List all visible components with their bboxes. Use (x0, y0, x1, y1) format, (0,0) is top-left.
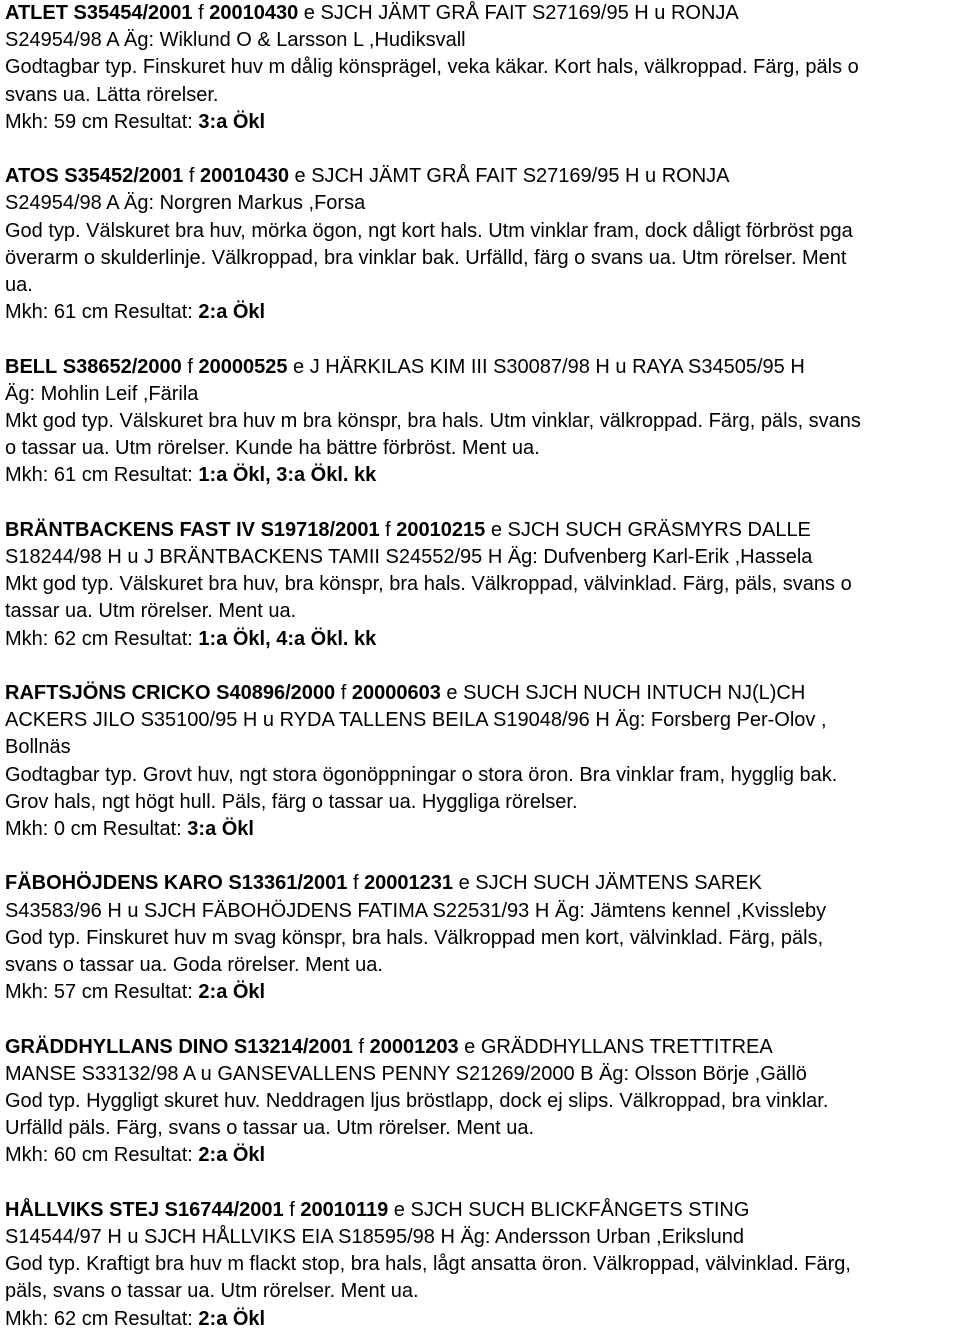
critique-line: o tassar ua. Utm rörelser. Kunde ha bättre förbröst. Ment ua. (5, 437, 540, 460)
result-value: 2:a Ökl (198, 301, 266, 324)
dog-entry (5, 163, 957, 326)
critique-line: ua. (5, 274, 33, 297)
result-line (5, 816, 957, 843)
height-label: Mkh: 59 cm Resultat: (5, 110, 199, 133)
height-label: Mkh: 0 cm Resultat: (5, 818, 188, 841)
pedigree-text: e SJCH SUCH JÄMTENS SAREK (453, 872, 762, 895)
dog-name: BRÄNTBACKENS FAST IV (5, 518, 256, 541)
height-label: Mkh: 62 cm Resultat: (5, 627, 199, 650)
pedigree-text: e SJCH JÄMT GRÅ FAIT S27169/95 H u RONJA (288, 165, 730, 188)
dog-name: HÅLLVIKS STEJ (5, 1198, 160, 1221)
result-line (5, 299, 957, 326)
entry-header-line (5, 1197, 957, 1224)
result-line (5, 462, 957, 489)
entry-header-line (5, 354, 957, 381)
birth-date: 20010430 (209, 2, 299, 24)
pedigree-text: e SUCH SJCH NUCH INTUCH NJ(L)CH (440, 682, 806, 705)
pedigree-text: e SJCH SUCH GRÄSMYRS DALLE (485, 518, 811, 541)
entry-header-line (5, 1034, 957, 1061)
entry-header-line (5, 870, 957, 897)
registration-number: S13361/2001 (228, 872, 348, 895)
pedigree-owner-line: S24954/98 A Äg: Norgren Markus ,Forsa (5, 192, 366, 215)
registration-number: S13214/2001 (233, 1035, 353, 1058)
height-label: Mkh: 60 cm Resultat: (5, 1144, 199, 1167)
critique-line: God typ. Välskuret bra huv, mörka ögon, ngt kort hals. Utm vinklar fram, dock dåligt förbröst pga (5, 219, 853, 242)
birth-date: 20000603 (351, 682, 441, 705)
birth-date: 20010119 (300, 1198, 389, 1221)
critique-line: överarm o skulderlinje. Välkroppad, bra vinklar bak. Urfälld, färg o svans ua. Utm rörelser. Ment (5, 246, 847, 269)
critique-line: päls, svans o tassar ua. Utm rörelser. Ment ua. (5, 1280, 419, 1303)
dog-name: GRÄDDHYLLANS DINO (5, 1035, 229, 1058)
dog-entry (5, 0, 957, 136)
pedigree-owner-line: S43583/96 H u SJCH FÄBOHÖJDENS FATIMA S22531/93 H Äg: Jämtens kennel ,Kvissleby (5, 899, 827, 922)
result-value: 2:a Ökl (198, 1307, 266, 1330)
birth-date: 20001203 (369, 1035, 459, 1058)
dog-entry (5, 354, 957, 490)
result-value: 3:a Ökl (198, 110, 266, 133)
birth-date: 20010430 (199, 165, 289, 188)
entry-header-line (5, 517, 957, 544)
result-value: 1:a Ökl, 3:a Ökl. kk (198, 464, 377, 487)
birth-date: 20010215 (396, 518, 486, 541)
critique-line: God typ. Finskuret huv m svag könspr, bra hals. Välkroppad men kort, välvinklad. Färg, päls, (5, 926, 824, 949)
dog-entry (5, 1197, 957, 1333)
critique-line: God typ. Hyggligt skuret huv. Neddragen ljus bröstlapp, dock ej slips. Välkroppad, bra vinklar. (5, 1090, 829, 1113)
registration-number: S38652/2000 (62, 355, 182, 378)
born-prefix: f (198, 2, 204, 24)
born-prefix: f (340, 682, 347, 705)
pedigree-owner-line: S18244/98 H u J BRÄNTBACKENS TAMII S24552/95 H Äg: Dufvenberg Karl-Erik ,Hassela (5, 546, 813, 569)
result-line (5, 626, 957, 653)
born-prefix: f (188, 165, 195, 188)
critique-line: svans ua. Lätta rörelser. (5, 83, 219, 106)
pedigree-owner-line: ACKERS JILO S35100/95 H u RYDA TALLENS BEILA S19048/96 H Äg: Forsberg Per-Olov , (5, 709, 827, 732)
dog-name: FÄBOHÖJDENS KARO (5, 872, 223, 895)
result-value: 1:a Ökl, 4:a Ökl. kk (198, 627, 377, 650)
born-prefix: f (385, 518, 391, 541)
height-label: Mkh: 61 cm Resultat: (5, 301, 199, 324)
result-value: 2:a Ökl (198, 1144, 266, 1167)
pedigree-text: e GRÄDDHYLLANS TRETTITREA (458, 1035, 773, 1058)
pedigree-owner-line: Äg: Mohlin Leif ,Färila (5, 382, 199, 405)
dog-entry (5, 870, 957, 1006)
pedigree-owner-line: MANSE S33132/98 A u GANSEVALLENS PENNY S21269/2000 B Äg: Olsson Börje ,Gällö (5, 1062, 807, 1085)
dog-entry (5, 680, 957, 843)
pedigree-owner-line: S14544/97 H u SJCH HÅLLVIKS EIA S18595/98 H Äg: Andersson Urban ,Erikslund (5, 1226, 744, 1249)
pedigree-owner-line: S24954/98 A Äg: Wiklund O & Larsson L ,Hudiksvall (5, 29, 466, 52)
dog-entry (5, 1034, 957, 1170)
pedigree-owner-line: Bollnäs (5, 736, 71, 759)
born-prefix: f (187, 355, 193, 378)
birth-date: 20001231 (364, 872, 454, 895)
registration-number: S35452/2001 (64, 165, 184, 188)
registration-number: S35454/2001 (73, 2, 193, 24)
born-prefix: f (289, 1198, 295, 1221)
critique-line: Godtagbar typ. Finskuret huv m dålig könsprägel, veka käkar. Kort hals, välkroppad. Färg, päls o (5, 56, 859, 79)
pedigree-text: e SJCH SUCH BLICKFÅNGETS STING (388, 1198, 750, 1221)
dog-name: ATOS (5, 165, 59, 188)
entry-header-line (5, 0, 957, 27)
critique-line: Mkt god typ. Välskuret bra huv m bra könspr, bra hals. Utm vinklar, välkroppad. Färg, päls, svans (5, 410, 861, 433)
result-value: 3:a Ökl (187, 818, 254, 841)
birth-date: 20000525 (198, 355, 288, 378)
result-line (5, 1142, 957, 1169)
dog-name: ATLET (5, 2, 68, 24)
result-line (5, 109, 957, 136)
dog-name: RAFTSJÖNS CRICKO (5, 682, 211, 705)
height-label: Mkh: 61 cm Resultat: (5, 464, 199, 487)
born-prefix: f (358, 1035, 365, 1058)
registration-number: S16744/2001 (164, 1198, 284, 1221)
height-label: Mkh: 57 cm Resultat: (5, 981, 199, 1004)
critique-line: Mkt god typ. Välskuret bra huv, bra könspr, bra hals. Välkroppad, välvinklad. Färg, päls, svans o (5, 573, 852, 596)
critique-line: tassar ua. Utm rörelser. Ment ua. (5, 600, 297, 623)
critique-line: God typ. Kraftigt bra huv m flackt stop, bra hals, lågt ansatta öron. Välkroppad, välvinklad. Färg, (5, 1253, 851, 1276)
pedigree-text: e SJCH JÄMT GRÅ FAIT S27169/95 H u RONJA (298, 2, 739, 24)
critique-line: svans o tassar ua. Goda rörelser. Ment ua. (5, 954, 383, 977)
result-value: 2:a Ökl (198, 981, 266, 1004)
dog-entry (5, 517, 957, 653)
entry-header-line (5, 163, 957, 190)
entry-header-line (5, 680, 957, 707)
result-line (5, 979, 957, 1006)
critique-line: Grov hals, ngt högt hull. Päls, färg o tassar ua. Hyggliga rörelser. (5, 790, 578, 813)
results-document (5, 0, 957, 1333)
pedigree-text: e J HÄRKILAS KIM III S30087/98 H u RAYA S34505/95 H (287, 355, 805, 378)
height-label: Mkh: 62 cm Resultat: (5, 1307, 199, 1330)
critique-line: Urfälld päls. Färg, svans o tassar ua. Utm rörelser. Ment ua. (5, 1117, 535, 1140)
born-prefix: f (352, 872, 359, 895)
dog-name: BELL (5, 355, 58, 378)
critique-line: Godtagbar typ. Grovt huv, ngt stora ögonöppningar o stora öron. Bra vinklar fram, hygglig bak. (5, 763, 838, 786)
registration-number: S19718/2001 (260, 518, 380, 541)
registration-number: S40896/2000 (216, 682, 336, 705)
